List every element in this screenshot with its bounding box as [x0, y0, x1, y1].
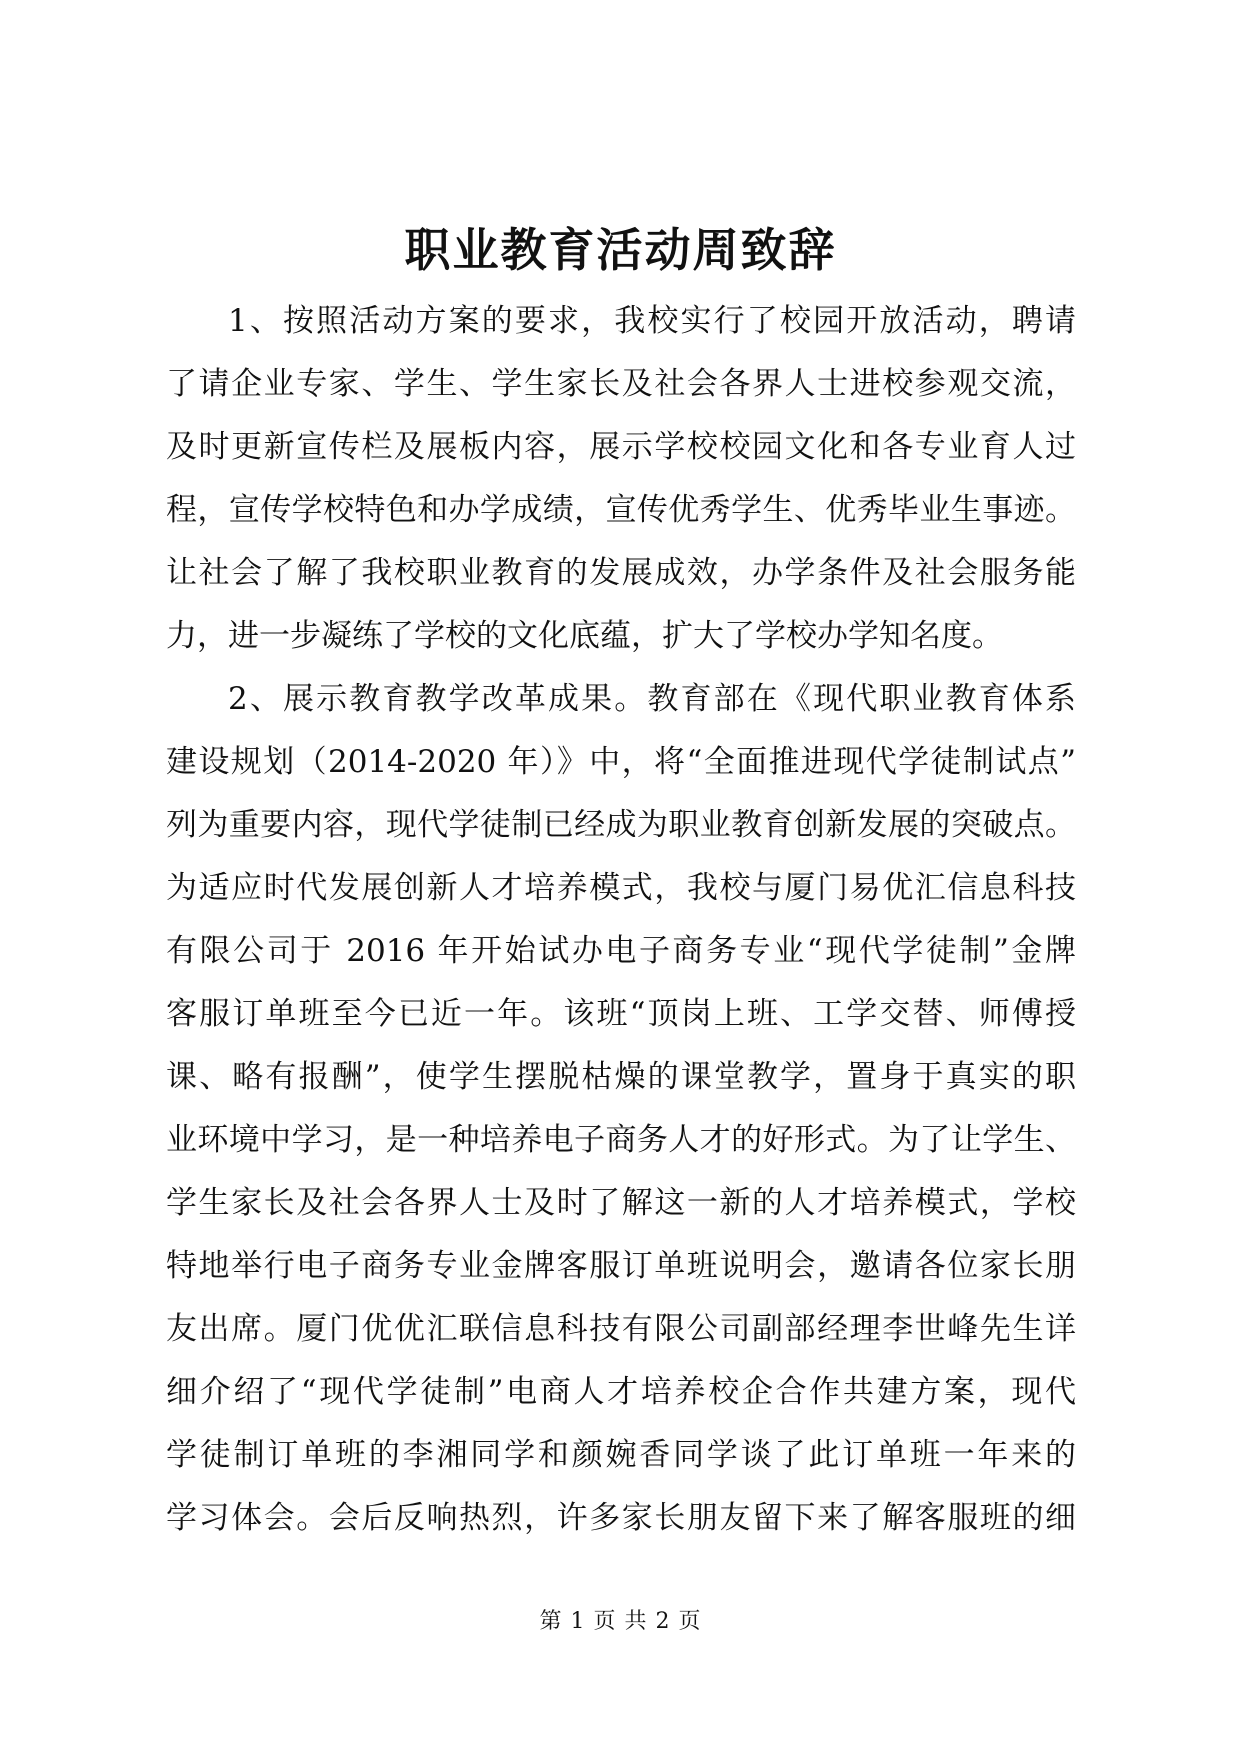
document-body — [166, 290, 1076, 1550]
paragraph-1-line-1: 1、按照活动方案的要求，我校实行了校园开放活动，聘请 — [228, 303, 1076, 339]
paragraph-2-line-4: 为适应时代发展创新人才培养模式，我校与厦门易优汇信息科技 — [166, 870, 1076, 906]
paragraph-2-line-14: 学习体会。会后反响热烈，许多家长朋友留下来了解客服班的细 — [166, 1500, 1076, 1536]
document-title: 职业教育活动周致辞 — [404, 223, 837, 277]
paragraph-2-line-8: 业环境中学习，是一种培养电子商务人才的好形式。为了让学生、 — [166, 1122, 1076, 1158]
paragraph-2-line-2: 建设规划（2014-2020 年）》中，将“全面推进现代学徒制试点” — [166, 744, 1076, 780]
paragraph-2-line-10: 特地举行电子商务专业金牌客服订单班说明会，邀请各位家长朋 — [166, 1248, 1076, 1284]
paragraph-1-line-4: 程，宣传学校特色和办学成绩，宣传优秀学生、优秀毕业生事迹。 — [166, 492, 1076, 528]
paragraph-2-line-6: 客服订单班至今已近一年。该班“顶岗上班、工学交替、师傅授 — [166, 996, 1076, 1032]
paragraph-1-line-3: 及时更新宣传栏及展板内容，展示学校校园文化和各专业育人过 — [166, 429, 1076, 465]
paragraph-2-line-7: 课、略有报酬”，使学生摆脱枯燥的课堂教学，置身于真实的职 — [166, 1059, 1076, 1095]
paragraph-2-line-3: 列为重要内容，现代学徒制已经成为职业教育创新发展的突破点。 — [166, 807, 1076, 843]
paragraph-1-line-6: 力，进一步凝练了学校的文化底蕴，扩大了学校办学知名度。 — [166, 618, 1003, 654]
paragraph-1-line-5: 让社会了解了我校职业教育的发展成效，办学条件及社会服务能 — [166, 555, 1076, 591]
paragraph-2-line-12: 细介绍了“现代学徒制”电商人才培养校企合作共建方案，现代 — [166, 1374, 1076, 1410]
paragraph-2-line-9: 学生家长及社会各界人士及时了解这一新的人才培养模式，学校 — [166, 1185, 1076, 1221]
paragraph-2-line-11: 友出席。厦门优优汇联信息科技有限公司副部经理李世峰先生详 — [166, 1311, 1076, 1347]
paragraph-1-line-2: 了请企业专家、学生、学生家长及社会各界人士进校参观交流， — [166, 366, 1076, 402]
page-indicator: 第 1 页 共 2 页 — [539, 1609, 702, 1634]
paragraph-2-line-1: 2、展示教育教学改革成果。教育部在《现代职业教育体系 — [228, 681, 1076, 717]
paragraph-2-line-5: 有限公司于 2016 年开始试办电子商务专业“现代学徒制”金牌 — [166, 933, 1076, 969]
paragraph-2-line-13: 学徒制订单班的李湘同学和颜婉香同学谈了此订单班一年来的 — [166, 1437, 1076, 1473]
